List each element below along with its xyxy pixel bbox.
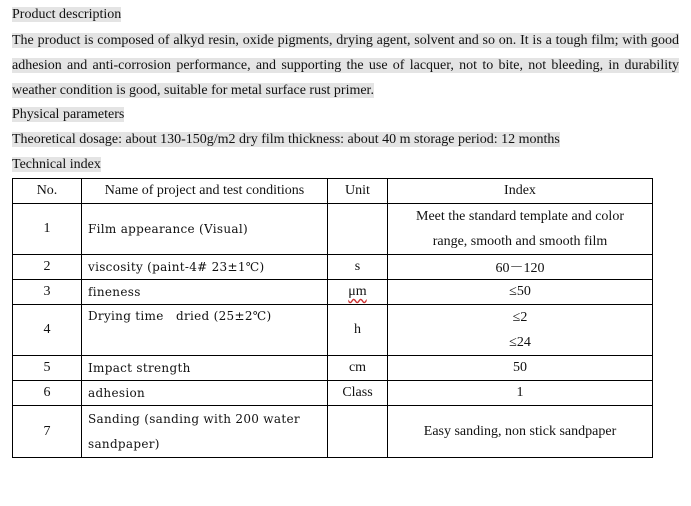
row-no: 3 — [13, 280, 82, 305]
table-row — [13, 356, 653, 381]
table-row — [13, 255, 653, 280]
row-name — [82, 305, 328, 356]
section-heading-product-description — [12, 6, 121, 24]
row-unit — [328, 280, 388, 305]
section-heading-text: Technical index — [12, 157, 101, 172]
header-unit: Unit — [328, 179, 388, 204]
row-unit — [328, 406, 388, 458]
row-index-line: ≤24 — [509, 335, 531, 350]
row-unit: Class — [328, 381, 388, 406]
section-heading-text: Product description — [12, 7, 122, 22]
row-index-line: Meet the standard template and color — [416, 209, 624, 224]
row-name: Impact strength — [82, 356, 328, 381]
section-heading-technical-index — [12, 156, 101, 174]
row-unit: s — [328, 255, 388, 280]
table-row — [13, 305, 653, 356]
row-index: ≤50 — [388, 280, 653, 305]
physical-parameters-text — [12, 131, 560, 149]
row-unit: cm — [328, 356, 388, 381]
table-row — [13, 280, 653, 305]
row-no: 1 — [13, 204, 82, 255]
row-no: 4 — [13, 305, 82, 356]
technical-index-table — [12, 178, 653, 458]
table-header-row — [13, 179, 653, 204]
product-description-paragraph — [12, 28, 679, 103]
row-no: 5 — [13, 356, 82, 381]
row-name — [82, 406, 328, 458]
unit-micrometer: μm — [348, 284, 367, 299]
row-no: 2 — [13, 255, 82, 280]
description-text: The product is composed of alkyd resin, oxide pigments, drying agent, solvent and so on. It is a tough film; with good adhesion and anti-corrosion performance, and supporting the use of lacquer, not to bite, not bleeding, in durability weather condition is good, suitable for metal surface rust primer. — [12, 33, 679, 98]
row-index: 1 — [388, 381, 653, 406]
row-index: 50 — [388, 356, 653, 381]
row-index: 60－120 — [388, 255, 653, 280]
row-name: viscosity (paint-4# 23±1℃) — [82, 255, 328, 280]
row-index-line: range, smooth and smooth film — [432, 234, 608, 249]
row-index — [388, 204, 653, 255]
row-name: Film appearance (Visual) — [82, 204, 328, 255]
row-unit — [328, 204, 388, 255]
row-index: Easy sanding, non stick sandpaper — [388, 406, 653, 458]
physical-text: Theoretical dosage: about 130-150g/m2 dry film thickness: about 40 m storage period: 12 months — [12, 132, 560, 147]
header-no: No. — [13, 179, 82, 204]
table-row — [13, 406, 653, 458]
row-name-line: Sanding (sanding with 200 water — [88, 411, 300, 426]
table-row — [13, 381, 653, 406]
row-index-line: ≤2 — [512, 310, 528, 325]
section-heading-text: Physical parameters — [12, 107, 125, 122]
row-no: 6 — [13, 381, 82, 406]
row-name-line: sandpaper) — [88, 436, 160, 451]
header-index: Index — [388, 179, 653, 204]
row-index — [388, 305, 653, 356]
row-name-text: Drying time dried (25±2℃) — [88, 309, 272, 323]
header-name: Name of project and test conditions — [82, 179, 328, 204]
row-no: 7 — [13, 406, 82, 458]
row-name: fineness — [82, 280, 328, 305]
row-name: adhesion — [82, 381, 328, 406]
table-row — [13, 204, 653, 255]
row-unit: h — [328, 305, 388, 356]
section-heading-physical-parameters — [12, 106, 124, 124]
